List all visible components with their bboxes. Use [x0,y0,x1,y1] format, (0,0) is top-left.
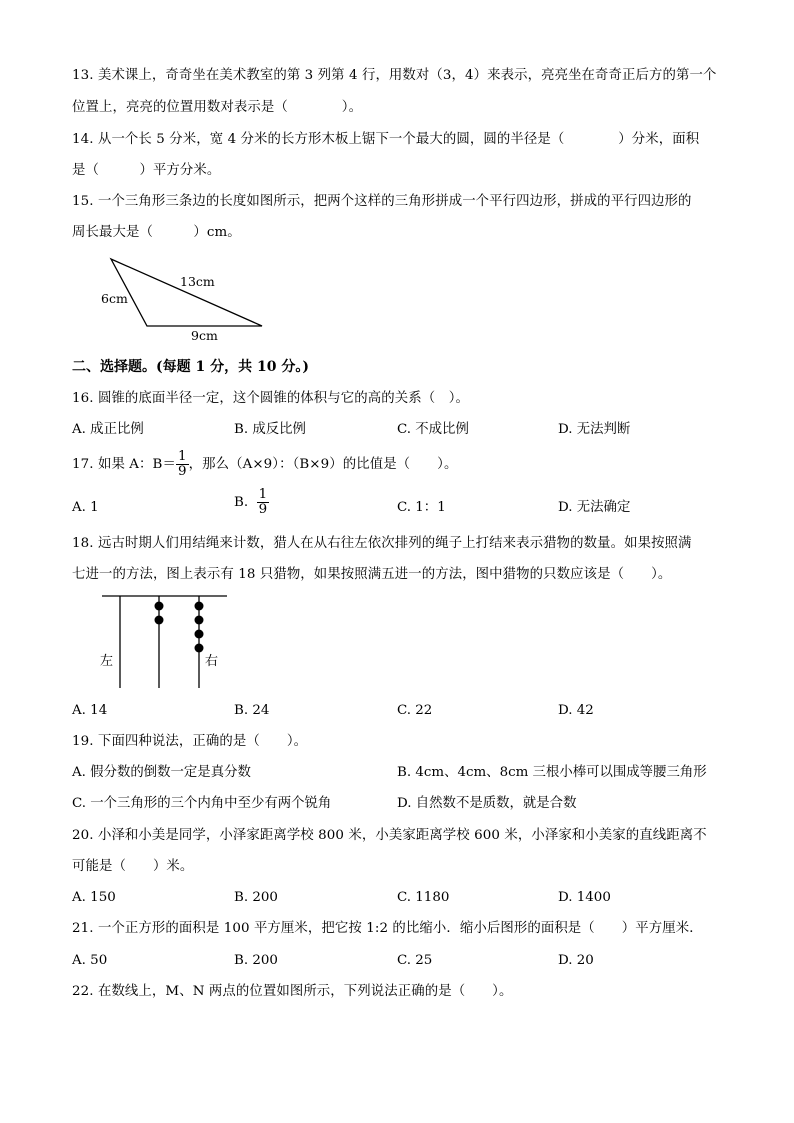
q16-stem: 16. 圆锥的底面半径一定，这个圆锥的体积与它的高的关系（ ）。 [72,391,469,406]
q21-stem: 21. 一个正方形的面积是 100 平方厘米，把它按 1:2 的比缩小．缩小后图形的面积是（ ）平方厘米． [72,921,703,936]
q17-stem-prefix: 17. 如果 A：B＝ [72,457,176,472]
knot-rope-figure [95,590,235,692]
q19-option-c: C. 一个三角形的三个内角中至少有两个锐角 [72,796,332,811]
triangle-side-label-left: 6cm [101,291,128,306]
q22-stem: 22. 在数线上，M、N 两点的位置如图所示，下列说法正确的是（ ）。 [72,984,513,999]
q16-option-b: B. 成反比例 [234,422,306,437]
q17-fraction-denominator: 9 [177,464,187,479]
q17-option-b-denominator: 9 [258,502,268,517]
q17-stem-suffix: ，那么（A×9）：（B×9）的比值是（ ）。 [188,457,458,472]
knot [195,602,204,611]
knot [155,602,164,611]
q18-option-a: A. 14 [72,703,108,718]
q17-option-c: C. 1：1 [397,500,446,515]
q17-option-b-numerator: 1 [258,487,268,502]
q14-line1: 14. 从一个长 5 分米，宽 4 分米的长方形木板上锯下一个最大的圆，圆的半径是（ ）分米，面积 [72,132,700,147]
q20-line1: 20. 小泽和小美是同学，小泽家距离学校 800 米，小美家距离学校 600 米，小泽家和小美家的直线距离不 [72,828,707,843]
triangle-shape [111,259,262,326]
q20-option-c: C. 1180 [397,890,450,905]
q13-line2: 位置上，亮亮的位置用数对表示是（ ）。 [72,100,363,115]
knot [195,616,204,625]
triangle-figure [90,252,280,347]
q21-option-a: A. 50 [72,953,108,968]
q16-option-d: D. 无法判断 [558,422,631,437]
q20-option-d: D. 1400 [558,890,611,905]
knot [195,630,204,639]
q16-option-a: A. 成正比例 [72,422,144,437]
q17-fraction [176,450,189,479]
q17-option-d: D. 无法确定 [558,500,631,515]
q18-line1: 18. 远古时期人们用结绳来计数，猎人在从右往左依次排列的绳子上打结来表示猎物的数量。如果按照满 [72,536,692,551]
label-left: 左 [100,654,114,669]
q15-line2: 周长最大是（ ）cm。 [72,225,241,240]
q17-stem [72,450,457,480]
q14-line2: 是（ ）平方分米。 [72,163,221,178]
triangle-side-label-bottom: 9cm [191,328,218,343]
q18-option-c: C. 22 [397,703,433,718]
label-right: 右 [205,654,219,669]
q18-line2: 七进一的方法，图上表示有 18 只猎物，如果按照满五进一的方法，图中猎物的只数应该是（ ）。 [72,567,672,582]
q21-option-b: B. 200 [234,953,278,968]
q18-option-b: B. 24 [234,703,270,718]
q16-option-c: C. 不成比例 [397,422,469,437]
q21-option-c: C. 25 [397,953,433,968]
q19-option-a: A. 假分数的倒数一定是真分数 [72,765,251,780]
q17-option-b-prefix: B. [234,495,249,510]
q19-stem: 19. 下面四种说法，正确的是（ ）。 [72,734,308,749]
q17-option-b [234,488,269,518]
triangle-side-label-top: 13cm [180,274,215,289]
q15-line1: 15. 一个三角形三条边的长度如图所示，把两个这样的三角形拼成一个平行四边形，拼成的平行四边形的 [72,194,692,209]
q17-option-b-fraction [257,488,270,517]
q19-option-b: B. 4cm、4cm、8cm 三根小棒可以围成等腰三角形 [397,765,707,780]
q19-option-d: D. 自然数不是质数，就是合数 [397,796,577,811]
q17-option-a: A. 1 [72,500,99,515]
q21-option-d: D. 20 [558,953,594,968]
q20-line2: 可能是（ ）米。 [72,859,194,874]
q20-option-b: B. 200 [234,890,278,905]
section-heading: 二、选择题。(每题 1 分，共 10 分。) [72,359,309,375]
knot [195,644,204,653]
q13-line1: 13. 美术课上，奇奇坐在美术教室的第 3 列第 4 行，用数对（3，4）来表示，亮亮坐在奇奇正后方的第一个 [72,68,717,83]
knot [155,616,164,625]
q18-option-d: D. 42 [558,703,594,718]
q20-option-a: A. 150 [72,890,116,905]
q17-fraction-numerator: 1 [177,449,187,464]
